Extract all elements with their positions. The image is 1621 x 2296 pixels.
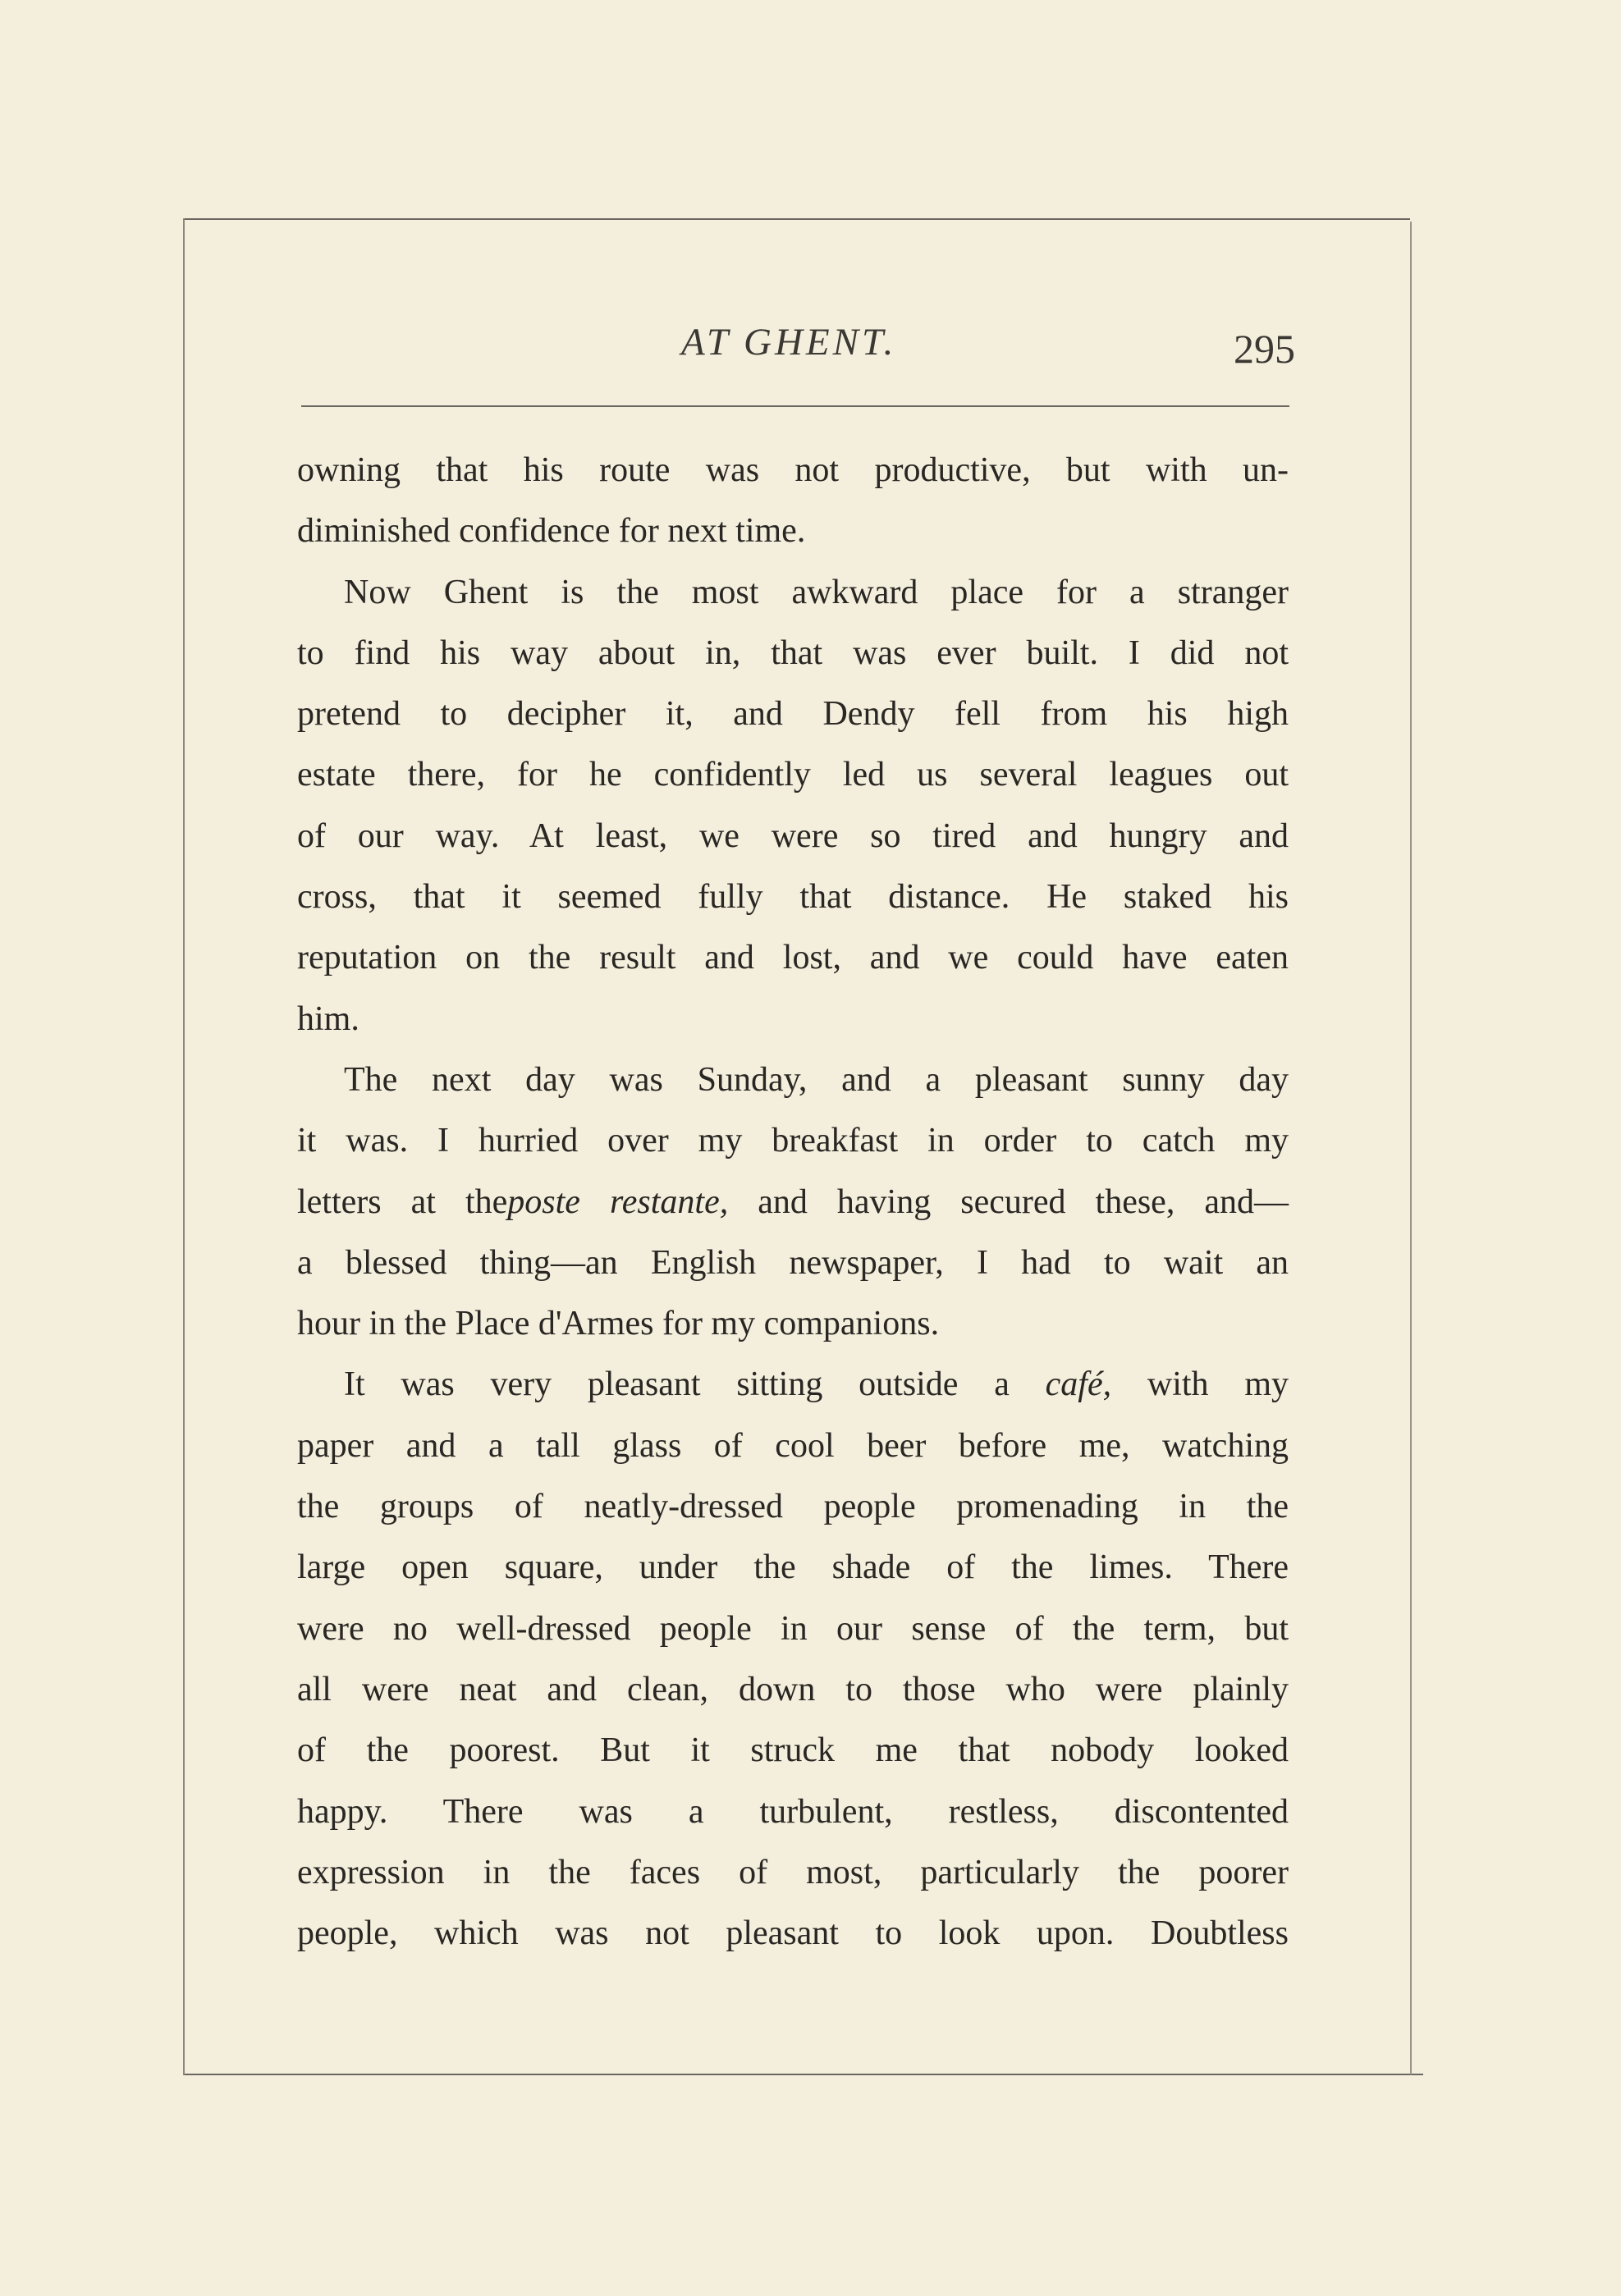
text-line: of our way. At least, we were so tired and hungry and <box>297 816 1289 855</box>
header-rule <box>301 405 1289 407</box>
text-line: owning that his route was not productive, but with un- <box>297 451 1289 489</box>
text-line: hour in the Place d'Armes for my companions. <box>297 1305 940 1343</box>
text-line: cross, that it seemed fully that distance. He staked his <box>297 878 1289 917</box>
text-fragment: It was very pleasant sitting outside a <box>344 1365 1046 1404</box>
text-fragment: letters at the <box>297 1182 508 1221</box>
text-line: estate there, for he confidently led us several leagues out <box>297 756 1289 794</box>
text-line: of the poorest. But it struck me that nobody looked <box>297 1731 1289 1770</box>
text-fragment: and having secured these, and— <box>728 1182 1289 1221</box>
text-line: him. <box>297 999 359 1038</box>
text-line <box>297 1354 1289 1415</box>
page-frame-right-rule <box>1410 222 1412 2074</box>
page-frame-top-rule <box>184 218 1410 220</box>
text-line: expression in the faces of most, particularly the poorer <box>297 1853 1289 1891</box>
text-line: diminished confidence for next time. <box>297 512 806 551</box>
running-head <box>295 320 1295 377</box>
text-line: all were neat and clean, down to those who were plainly <box>297 1670 1289 1708</box>
text-line <box>297 1172 1289 1233</box>
text-line: to find his way about in, that was ever built. I did not <box>297 633 1289 672</box>
text-line: the groups of neatly-dressed people promenading in the <box>297 1488 1289 1526</box>
text-line: a blessed thing—an English newspaper, I had to wait an <box>297 1243 1289 1282</box>
text-line: pretend to decipher it, and Dendy fell from his high <box>297 695 1289 734</box>
text-line: happy. There was a turbulent, restless, discontented <box>297 1792 1289 1831</box>
text-line: people, which was not pleasant to look upon. Doubtless <box>297 1914 1289 1953</box>
page-frame-bottom-rule <box>184 2074 1423 2075</box>
italic-word-cafe: café, <box>1045 1365 1112 1404</box>
page-number: 295 <box>1234 326 1295 372</box>
text-line: reputation on the result and lost, and we could have eaten <box>297 939 1289 977</box>
body-text <box>297 440 1289 1964</box>
text-line: large open square, under the shade of the limes. There <box>297 1548 1289 1587</box>
text-line: it was. I hurried over my breakfast in order to catch my <box>297 1122 1289 1160</box>
text-line: paper and a tall glass of cool beer before me, watching <box>297 1426 1289 1465</box>
text-fragment: with my <box>1111 1365 1289 1404</box>
text-line: Now Ghent is the most awkward place for a stranger <box>344 573 1289 611</box>
text-line: The next day was Sunday, and a pleasant sunny day <box>344 1060 1289 1099</box>
page-frame-left-rule <box>183 218 185 2075</box>
italic-phrase-poste-restante: poste restante, <box>507 1182 729 1221</box>
running-title: AT GHENT. <box>681 321 897 364</box>
text-line: were no well-dressed people in our sense of the term, but <box>297 1609 1289 1648</box>
